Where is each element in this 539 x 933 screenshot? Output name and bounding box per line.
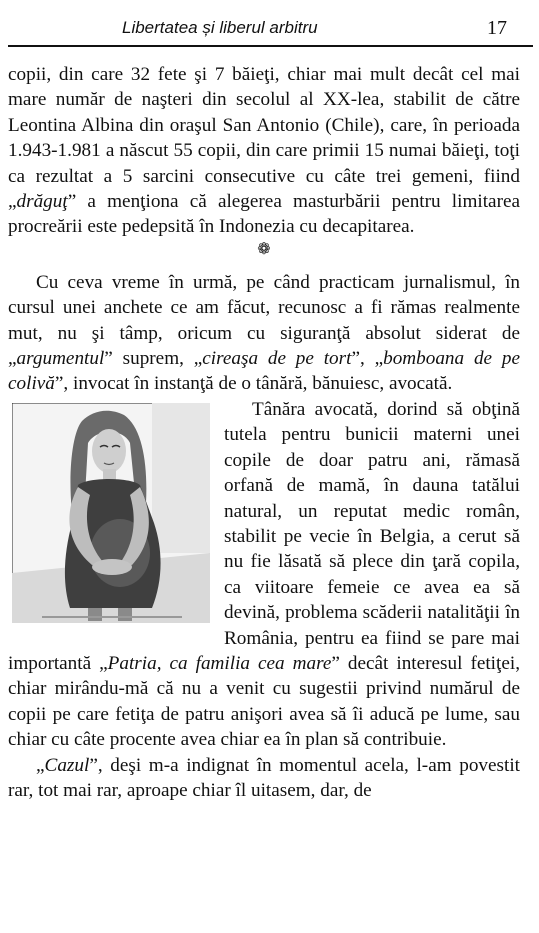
paragraph-1-italic: drăguţ [16, 191, 68, 213]
paragraph-2-italic-3: bomboana de pe colivă [8, 348, 520, 395]
running-title: Libertatea și liberul arbitru [122, 18, 318, 37]
paragraph-3-text-b: ” decât interesul fetiţei, chiar mirându-mă că nu a venit cu sugestii privind numărul de copii pe care fetiţa de patru anişori avea să îi aducă pe lume, sau chiar cu câte procente avea chiar ea în plan să contribuie. [8, 652, 520, 751]
paragraph-2 [8, 270, 520, 397]
paragraph-1-text: copii, din care 32 fete şi 7 băieţi, chiar mai mult decât cel mai mare număr de naşteri din secolul al XX-lea, stabilit de către Leontina Albina din oraşul San Antonio (Chile), care, în perioada 1.943-1.981 a născut 55 copii, din care primii 15 numai băieţi, toţi ca rezultat a 5 sarcini consecutive cu câte trei gemeni, fiind „ [8, 64, 520, 213]
paragraph-2-italic-2: cireaşa de pe tort [202, 348, 352, 370]
page-header [0, 18, 539, 42]
paragraph-2-italic-1: argumentul [16, 348, 105, 370]
paragraph-2-text-c: ”, „ [351, 348, 384, 370]
paragraph-1-text-end: ” a menţiona că alegerea masturbării pentru limitarea procreării este pedepsită în Indonezia cu decapitarea. [8, 191, 520, 238]
page-body [8, 62, 520, 803]
paragraph-3-text-a: Tânăra avocată, dorind să obţină tutela pentru bunicii materni unei copile de doar patru ani, rămasă orfană de mamă, în dauna tatălui natural, un reputat medic român, stabilit pe vecie în Belgia, a cerut să nu fie lăsată să plece din ţară copila, ca viitoare femeie ce avea ea să devină, problema scăderii natalităţii în România, pentru ea fiind se pare mai importantă „ [8, 398, 520, 674]
pregnant-woman-photo [12, 403, 210, 623]
section-divider-ornament: ❁ [257, 240, 271, 258]
paragraph-1 [8, 62, 520, 240]
paragraph-2-text-b: ” suprem, „ [104, 348, 203, 370]
paragraph-4-text-b: ”, deşi m-a indignat în momentul acela, l-am povestit rar, tot mai rar, aproape chiar îl uitasem, dar, de [8, 754, 520, 801]
paragraph-4-text-a: „ [36, 754, 45, 776]
paragraph-2-text-a: Cu ceva vreme în urmă, pe când practicam jurnalismul, în cursul unei anchete ce am făcut, recunosc a fi rămas realmente mut, nu şi tâmp, oricum cu siguranţă absolut siderat de „ [8, 271, 520, 370]
paragraph-4 [8, 753, 520, 804]
page-number: 17 [487, 17, 507, 39]
paragraph-4-italic: Cazul [44, 754, 90, 776]
paragraph-3-italic: Patria, ca familia cea mare [107, 652, 332, 674]
header-rule [8, 45, 533, 47]
paragraph-2-text-d: ”, invocat în instanţă de o tânără, bănuiesc, avocată. [54, 373, 453, 395]
